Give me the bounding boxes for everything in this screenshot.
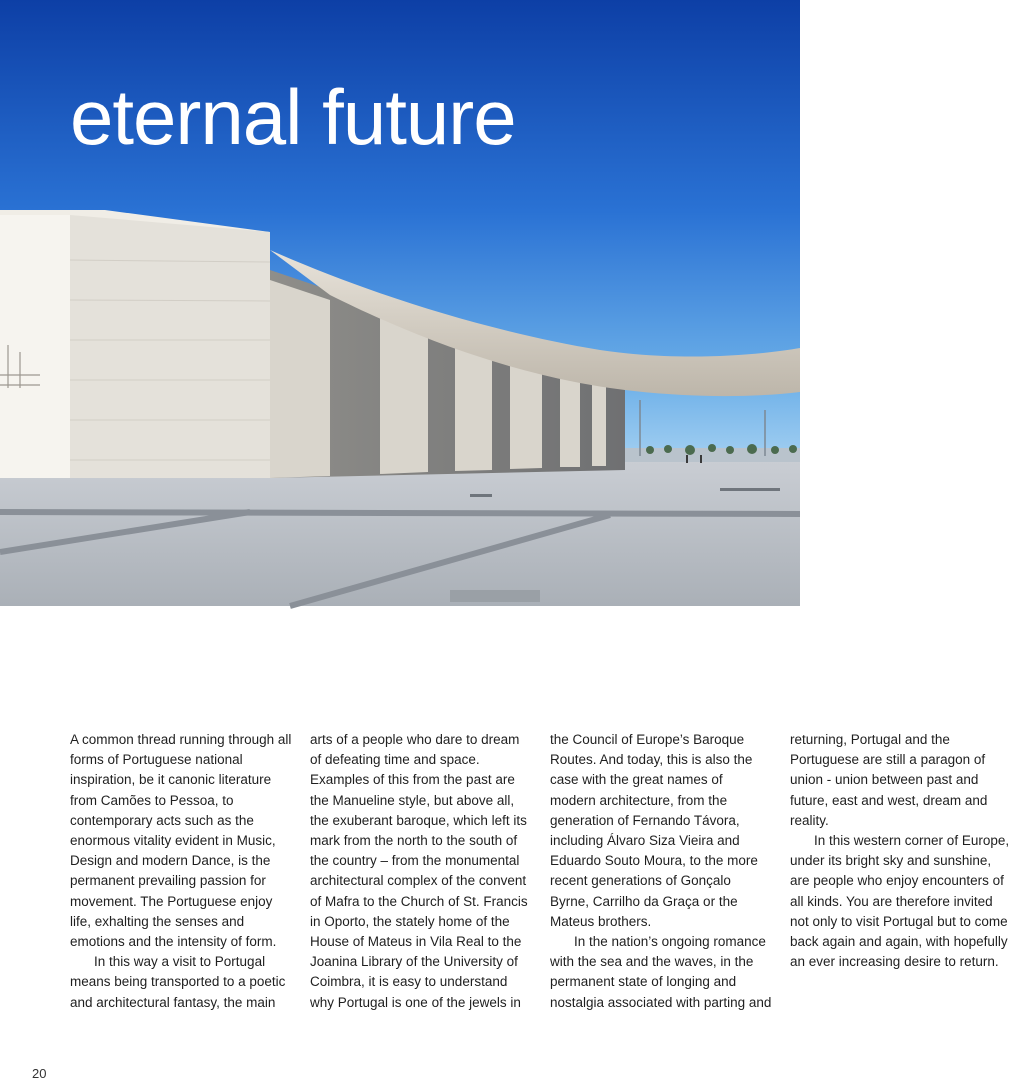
headline: eternal future [70, 73, 516, 161]
paragraph-4: In this western corner of Europe, under its bright sky and sunshine, are people who enjoy encounters of all kinds. You are therefore invited not only to visit Portugal but to come back again and again, with hopefully an ever increasing desire to return. [790, 833, 1010, 970]
paragraph-2: In this way a visit to Portugal means being transported to a poetic and architectural fantasy, the main arts of a people who dare to dream of defeating time and space. Examples of this from the past are the Manueline style, but above all, the exuberant baroque, which left its mark from the north to the south of the country – from the monumental architectural complex of the convent of Mafra to the Church of St. Francis in Oporto, the stately home of the House of Mateus in Vila Real to the Joanina Library of the University of Coimbra, it is easy to understand why Portugal is one of the jewels in the Council of Europe’s Baroque Routes. And today, this is also the case with the great names of modern architecture, from the generation of Fernando Távora, including Álvaro Siza Vieira and Eduardo Souto Moura, to the more recent generations of Gonçalo Byrne, Carrilho da Graça or the Mateus brothers. [70, 732, 758, 1010]
page-number: 20 [32, 1066, 47, 1081]
hero-photo [0, 0, 800, 606]
paragraph-3: In the nation’s ongoing romance with the sea and the waves, in the permanent state of longing and nostalgia associated with parting and returning, Portugal and the Portuguese are still a paragon of union - union between past and future, east and west, dream and reality. [550, 732, 988, 1010]
paragraph-1: A common thread running through all forms of Portuguese national inspiration, be it canonic literature from Camões to Pessoa, to contemporary acts such as the enormous vitality evident in Music, Design and modern Dance, is the permanent prevailing passion for movement. The Portuguese enjoy life, exhalting the senses and emotions and the intensity of form. [70, 732, 292, 950]
article-body [70, 730, 1010, 1032]
